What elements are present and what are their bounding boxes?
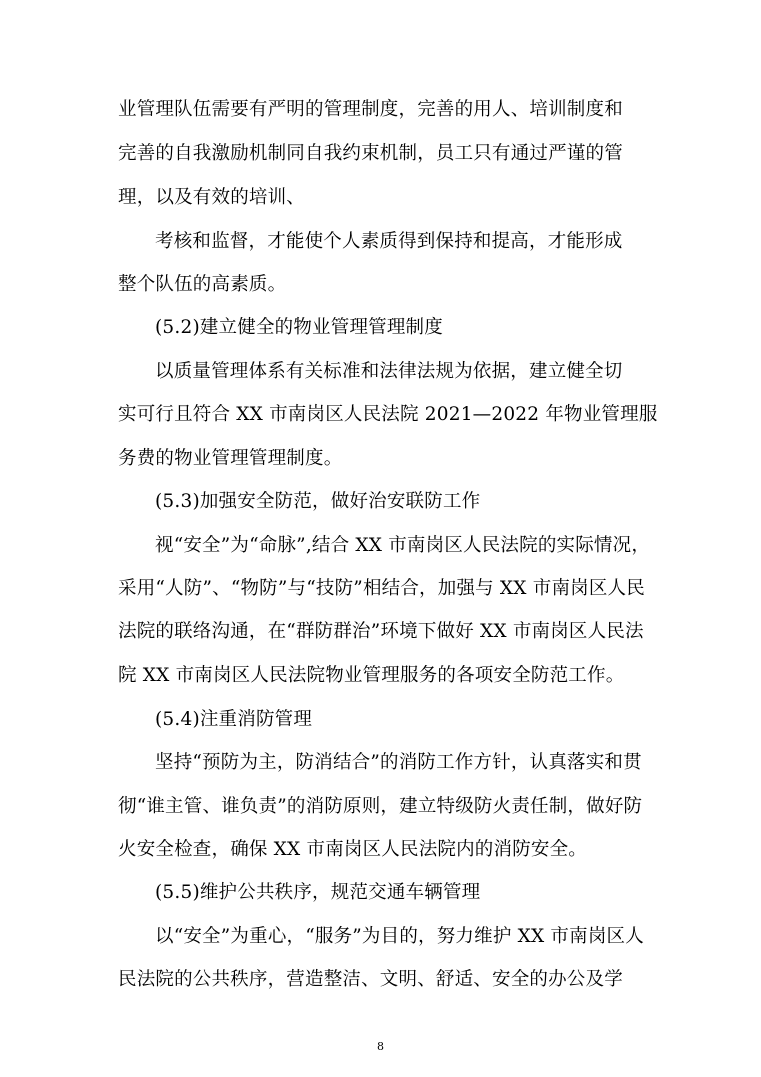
text-line: 以质量管理体系有关标准和法律法规为依据，建立健全切 xyxy=(155,361,623,382)
text-line: 民法院的公共秩序，营造整洁、文明、舒适、安全的办公及学 xyxy=(118,969,623,990)
text-line: 院 XX 市南岗区人民法院物业管理服务的各项安全防范工作。 xyxy=(118,665,625,686)
text-line: 务费的物业管理管理制度。 xyxy=(118,448,343,469)
text-line: 视“安全”为“命脉”,结合 XX 市南岗区人民法院的实际情况， xyxy=(155,535,651,556)
text-line: 坚持“预防为主，防消结合”的消防工作方针，认真落实和贯 xyxy=(155,752,642,773)
section-heading-5-4: (5.4)注重消防管理 xyxy=(155,709,313,730)
text-line: 实可行且符合 XX 市南岗区人民法院 2021—2022 年物业管理服 xyxy=(118,404,658,425)
page-number: 8 xyxy=(377,1040,384,1053)
text-line: 理，以及有效的培训、 xyxy=(118,187,306,208)
section-heading-5-3: (5.3)加强安全防范，做好治安联防工作 xyxy=(155,491,481,512)
text-line: 整个队伍的高素质。 xyxy=(118,274,287,295)
section-heading-5-2: (5.2)建立健全的物业管理管理制度 xyxy=(155,317,443,338)
text-line: 彻“谁主管、谁负责”的消防原则，建立特级防火责任制，做好防 xyxy=(118,796,643,817)
text-line: 业管理队伍需要有严明的管理制度，完善的用人、培训制度和 xyxy=(118,99,623,120)
text-line: 法院的联络沟通，在“群防群治”环境下做好 XX 市南岗区人民法 xyxy=(118,621,644,642)
text-line: 采用“人防”、“物防”与“技防”相结合，加强与 XX 市南岗区人民 xyxy=(118,578,645,599)
text-line: 以“安全”为重心，“服务”为目的，努力维护 XX 市南岗区人 xyxy=(155,926,644,947)
text-line: 火安全检查，确保 XX 市南岗区人民法院内的消防安全。 xyxy=(118,839,588,860)
text-line: 考核和监督，才能使个人素质得到保持和提高，才能形成 xyxy=(155,231,623,252)
section-heading-5-5: (5.5)维护公共秩序，规范交通车辆管理 xyxy=(155,882,481,903)
text-line: 完善的自我激励机制同自我约束机制，员工只有通过严谨的管 xyxy=(118,143,623,164)
